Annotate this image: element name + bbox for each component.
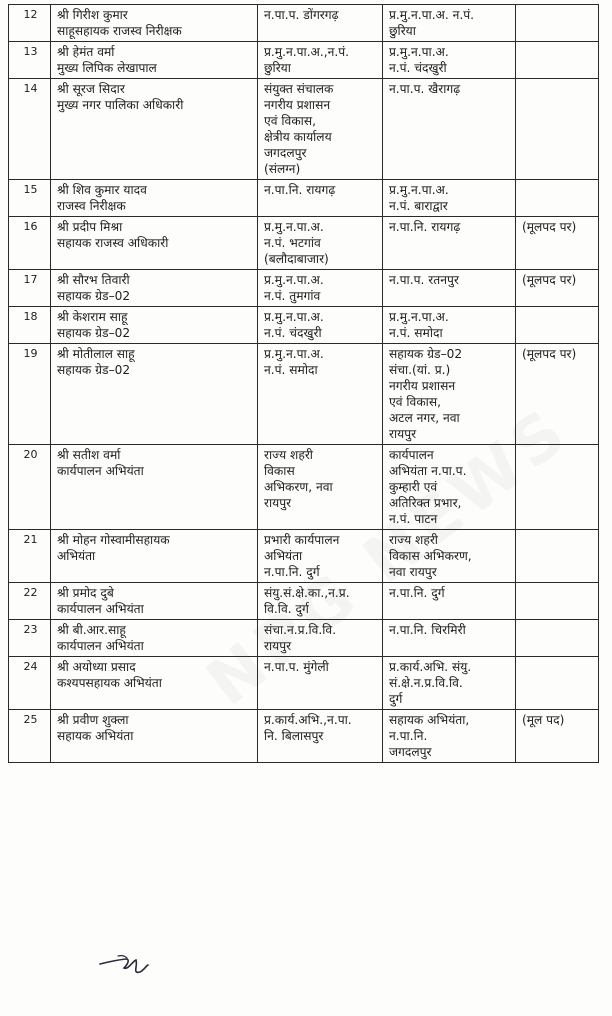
- new-posting-cell: न.पा.प. रतनपुर: [383, 270, 516, 307]
- remark-cell: [516, 530, 599, 583]
- new-posting-cell: न.पा.नि. दुर्ग: [383, 583, 516, 620]
- current-posting-cell: न.पा.प. डोंगरगढ़: [258, 5, 383, 42]
- employee-cell: [51, 344, 258, 445]
- current-posting-cell: न.पा.प. मुंगेली: [258, 657, 383, 710]
- employee-cell: [51, 79, 258, 180]
- serial-number-cell: 22: [9, 583, 51, 620]
- serial-number-cell: 24: [9, 657, 51, 710]
- table-body: [9, 5, 599, 763]
- remark-cell: (मूलपद पर): [516, 217, 599, 270]
- remark-cell: [516, 657, 599, 710]
- remark-cell: [516, 445, 599, 530]
- employee-designation: कश्यपसहायक अभियंता: [57, 676, 162, 690]
- employee-designation: मुख्य नगर पालिका अधिकारी: [57, 98, 184, 112]
- current-posting-cell: प्र.मु.न.पा.अ. न.पं. भटगांव (बलौदाबाजार): [258, 217, 383, 270]
- table-row: [9, 270, 599, 307]
- employee-name: श्री शिव कुमार यादव: [57, 183, 147, 197]
- serial-number-cell: 14: [9, 79, 51, 180]
- employee-cell: [51, 5, 258, 42]
- employee-designation: कार्यपालन अभियंता: [57, 464, 144, 478]
- current-posting-cell: न.पा.नि. रायगढ़: [258, 180, 383, 217]
- current-posting-cell: संचा.न.प्र.वि.वि. रायपुर: [258, 620, 383, 657]
- table-row: [9, 657, 599, 710]
- table-row: [9, 620, 599, 657]
- employee-name: श्री सूरज सिदार: [57, 82, 125, 96]
- employee-name: श्री सौरभ तिवारी: [57, 273, 130, 287]
- current-posting-cell: प्र.मु.न.पा.अ. न.पं. चंदखुरी: [258, 307, 383, 344]
- remark-cell: [516, 42, 599, 79]
- serial-number-cell: 23: [9, 620, 51, 657]
- serial-number-cell: 15: [9, 180, 51, 217]
- table-row: [9, 217, 599, 270]
- signature-scribble: [98, 950, 168, 980]
- employee-name: श्री मोहन गोस्वामीसहायक: [57, 533, 170, 547]
- new-posting-cell: न.पा.नि. चिरमिरी: [383, 620, 516, 657]
- table-row: [9, 710, 599, 763]
- table-row: [9, 5, 599, 42]
- employee-designation: सहायक ग्रेड–02: [57, 326, 131, 340]
- remark-cell: [516, 180, 599, 217]
- employee-cell: [51, 270, 258, 307]
- remark-cell: (मूलपद पर): [516, 344, 599, 445]
- new-posting-cell: प्र.मु.न.पा.अ. न.पं. चंदखुरी: [383, 42, 516, 79]
- new-posting-cell: प्र.कार्य.अभि. संयु. सं.क्षे.न.प्र.वि.वि. दुर्ग: [383, 657, 516, 710]
- table-row: [9, 307, 599, 344]
- employee-name: श्री बी.आर.साहू: [57, 623, 126, 637]
- remark-cell: [516, 307, 599, 344]
- employee-name: श्री गिरीश कुमार: [57, 8, 128, 22]
- employee-name: श्री हेमंत वर्मा: [57, 45, 115, 59]
- new-posting-cell: सहायक अभियंता, न.पा.नि. जगदलपुर: [383, 710, 516, 763]
- transfer-order-table: [8, 4, 599, 763]
- new-posting-cell: प्र.मु.न.पा.अ. न.पं. छुरिया: [383, 5, 516, 42]
- table-row: [9, 79, 599, 180]
- serial-number-cell: 19: [9, 344, 51, 445]
- new-posting-cell: प्र.मु.न.पा.अ. न.पं. समोदा: [383, 307, 516, 344]
- remark-cell: [516, 620, 599, 657]
- current-posting-cell: संयुक्त संचालक नगरीय प्रशासन एवं विकास, क्षेत्रीय कार्यालय जगदलपुर (संलग्न): [258, 79, 383, 180]
- new-posting-cell: न.पा.प. खैरागढ़: [383, 79, 516, 180]
- remark-cell: [516, 5, 599, 42]
- employee-name: श्री सतीश वर्मा: [57, 448, 121, 462]
- employee-cell: [51, 217, 258, 270]
- employee-designation: सहायक ग्रेड–02: [57, 363, 131, 377]
- employee-cell: [51, 710, 258, 763]
- remark-cell: [516, 583, 599, 620]
- employee-designation: अभियंता: [57, 549, 96, 563]
- employee-designation: सहायक राजस्व अधिकारी: [57, 236, 169, 250]
- employee-cell: [51, 307, 258, 344]
- remark-cell: (मूल पद): [516, 710, 599, 763]
- employee-designation: कार्यपालन अभियंता: [57, 602, 144, 616]
- remark-cell: (मूलपद पर): [516, 270, 599, 307]
- employee-designation: राजस्व निरीक्षक: [57, 199, 126, 213]
- employee-designation: कार्यपालन अभियंता: [57, 639, 144, 653]
- employee-cell: [51, 620, 258, 657]
- serial-number-cell: 20: [9, 445, 51, 530]
- employee-designation: सहायक ग्रेड–02: [57, 289, 131, 303]
- serial-number-cell: 21: [9, 530, 51, 583]
- serial-number-cell: 16: [9, 217, 51, 270]
- employee-cell: [51, 657, 258, 710]
- table-row: [9, 445, 599, 530]
- current-posting-cell: प्र.मु.न.पा.अ.,न.पं. छुरिया: [258, 42, 383, 79]
- employee-name: श्री अयोध्या प्रसाद: [57, 660, 136, 674]
- employee-name: श्री मोतीलाल साहू: [57, 347, 135, 361]
- employee-cell: [51, 583, 258, 620]
- table-row: [9, 180, 599, 217]
- employee-designation: सहायक अभियंता: [57, 729, 134, 743]
- serial-number-cell: 18: [9, 307, 51, 344]
- current-posting-cell: राज्य शहरी विकास अभिकरण, नवा रायपुर: [258, 445, 383, 530]
- serial-number-cell: 17: [9, 270, 51, 307]
- current-posting-cell: प्र.मु.न.पा.अ. न.पं. तुमगांव: [258, 270, 383, 307]
- employee-name: श्री केशराम साहू: [57, 310, 128, 324]
- current-posting-cell: प्र.मु.न.पा.अ. न.पं. समोदा: [258, 344, 383, 445]
- table-row: [9, 344, 599, 445]
- new-posting-cell: प्र.मु.न.पा.अ. न.पं. बाराद्वार: [383, 180, 516, 217]
- table-row: [9, 530, 599, 583]
- employee-cell: [51, 445, 258, 530]
- employee-cell: [51, 42, 258, 79]
- employee-cell: [51, 530, 258, 583]
- employee-cell: [51, 180, 258, 217]
- current-posting-cell: संयु.सं.क्षे.का.,न.प्र. वि.वि. दुर्ग: [258, 583, 383, 620]
- new-posting-cell: सहायक ग्रेड–02 संचा.(यां. प्र.) नगरीय प्रशासन एवं विकास, अटल नगर, नवा रायपुर: [383, 344, 516, 445]
- employee-name: श्री प्रमोद दुबे: [57, 586, 114, 600]
- employee-designation: साहूसहायक राजस्व निरीक्षक: [57, 24, 182, 38]
- new-posting-cell: राज्य शहरी विकास अभिकरण, नवा रायपुर: [383, 530, 516, 583]
- new-posting-cell: न.पा.नि. रायगढ़: [383, 217, 516, 270]
- serial-number-cell: 25: [9, 710, 51, 763]
- table-row: [9, 583, 599, 620]
- employee-name: श्री प्रदीप मिश्रा: [57, 220, 123, 234]
- serial-number-cell: 12: [9, 5, 51, 42]
- table-row: [9, 42, 599, 79]
- employee-designation: मुख्य लिपिक लेखापाल: [57, 61, 157, 75]
- current-posting-cell: प्रभारी कार्यपालन अभियंता न.पा.नि. दुर्ग: [258, 530, 383, 583]
- remark-cell: [516, 79, 599, 180]
- serial-number-cell: 13: [9, 42, 51, 79]
- new-posting-cell: कार्यपालन अभियंता न.पा.प. कुम्हारी एवं अतिरिक्त प्रभार, न.पं. पाटन: [383, 445, 516, 530]
- current-posting-cell: प्र.कार्य.अभि.,न.पा. नि. बिलासपुर: [258, 710, 383, 763]
- employee-name: श्री प्रवीण शुक्ला: [57, 713, 129, 727]
